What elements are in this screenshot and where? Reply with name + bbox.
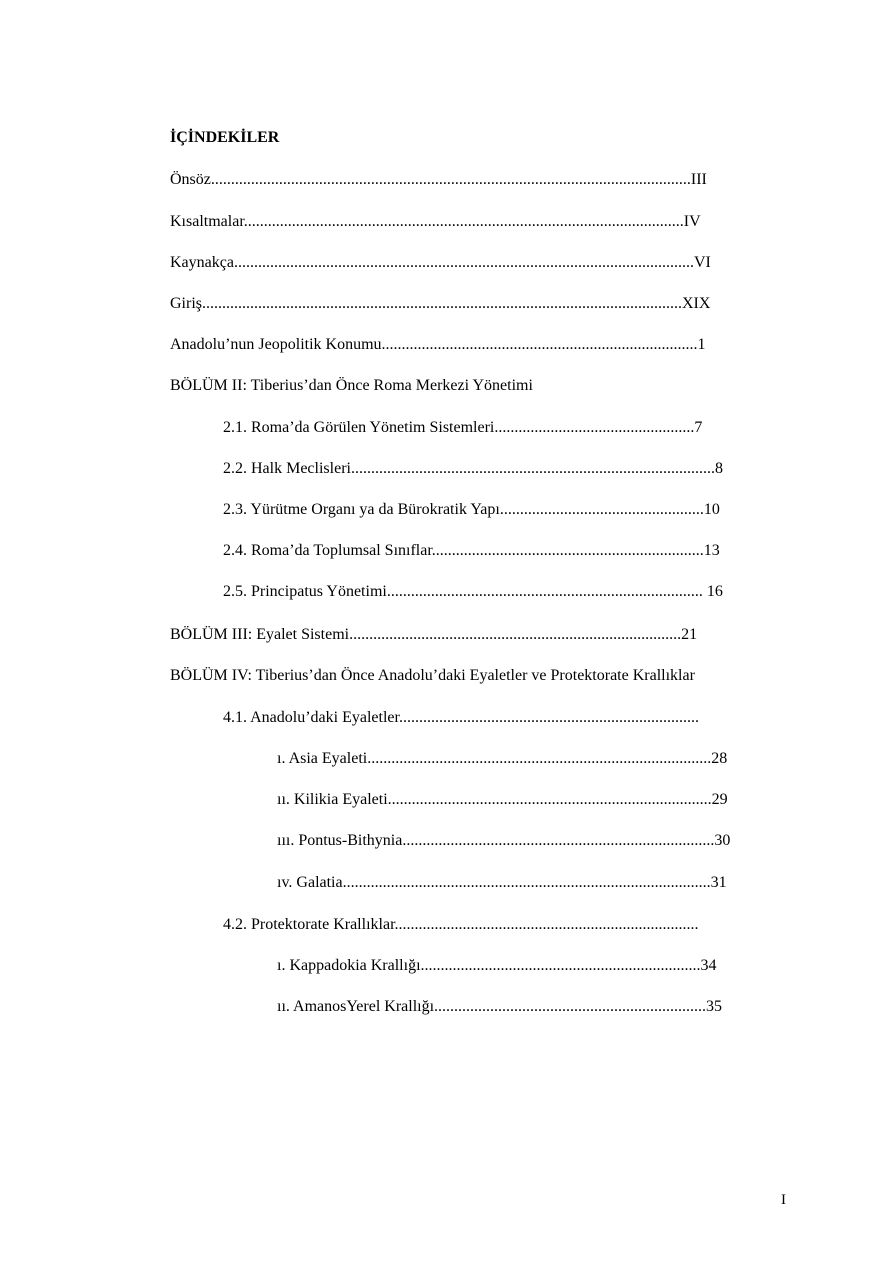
toc-entry-amanos: ıı. AmanosYerel Krallığı....................................................................35 [277,998,723,1015]
toc-entry-2-3: 2.3. Yürütme Organı ya da Bürokratik Yapı...................................................10 [223,501,720,518]
toc-entry-pontus-bithynia: ııı. Pontus-Bithynia..............................................................................30 [277,832,731,849]
toc-entry-kisaltmalar: Kısaltmalar..............................................................................................................IV [170,213,701,230]
toc-title: İÇİNDEKİLER [170,129,280,146]
toc-entry-kilikia-eyaleti: ıı. Kilikia Eyaleti.................................................................................29 [277,791,728,808]
toc-section-bolum-4: BÖLÜM IV: Tiberius’dan Önce Anadolu’daki Eyaletler ve Protektorate Krallıklar [170,667,695,684]
toc-section-bolum-3: BÖLÜM III: Eyalet Sistemi...................................................................................21 [170,626,698,643]
toc-entry-2-2: 2.2. Halk Meclisleri...........................................................................................8 [223,460,723,477]
toc-entry-onsoz: Önsöz........................................................................................................................III [170,171,707,188]
toc-entry-galatia: ıv. Galatia............................................................................................31 [277,874,727,891]
toc-entry-asia-eyaleti: ı. Asia Eyaleti......................................................................................28 [277,750,728,767]
toc-section-bolum-2: BÖLÜM II: Tiberius’dan Önce Roma Merkezi Yönetimi [170,377,533,394]
toc-entry-kappadokia: ı. Kappadokia Krallığı......................................................................34 [277,957,717,974]
toc-entry-2-4: 2.4. Roma’da Toplumsal Sınıflar....................................................................13 [223,542,720,559]
toc-entry-2-1: 2.1. Roma’da Görülen Yönetim Sistemleri..................................................7 [223,419,703,436]
toc-entry-4-2: 4.2. Protektorate Krallıklar............................................................................ [223,916,699,933]
toc-entry-anadolu-jeopolitik: Anadolu’nun Jeopolitik Konumu...............................................................................1 [170,336,706,353]
toc-entry-kaynakca: Kaynakça...................................................................................................................VI [170,254,711,271]
toc-entry-4-1: 4.1. Anadolu’daki Eyaletler........................................................................... [223,709,699,726]
page-number: I [781,1192,786,1208]
toc-entry-giris: Giriş........................................................................................................................XIX [170,295,711,312]
toc-entry-2-5: 2.5. Principatus Yönetimi............................................................................... 16 [223,583,723,600]
